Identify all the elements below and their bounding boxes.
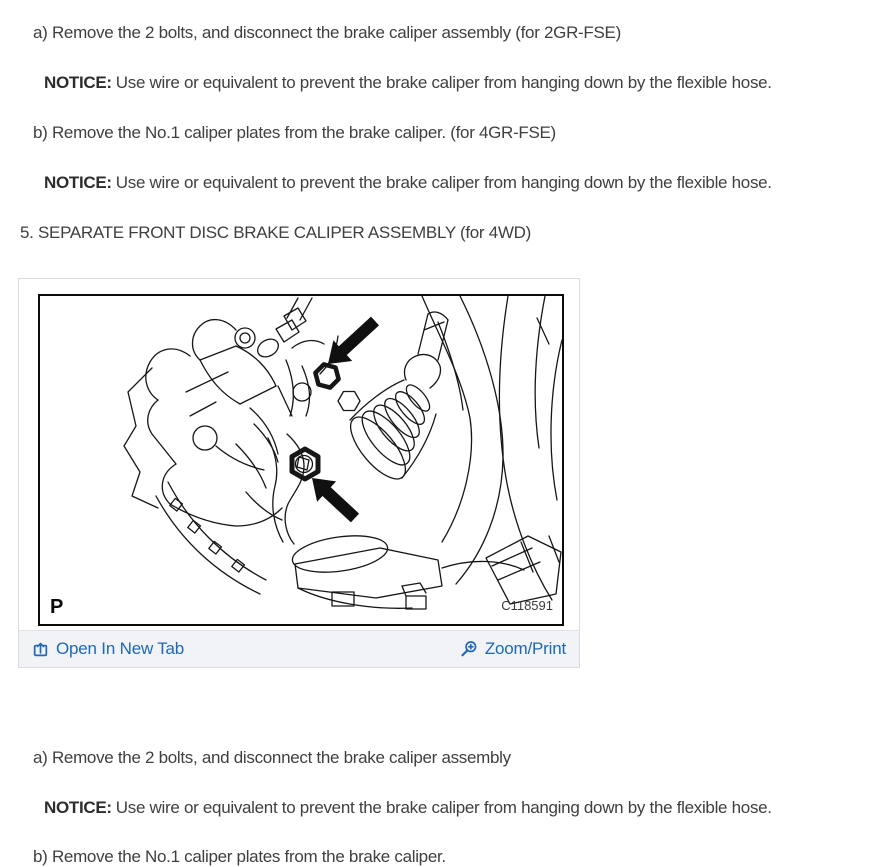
upper-bolt-hex [315,364,338,387]
notice-a-top [44,73,772,93]
figure-corner-label: P [50,596,64,618]
section-heading: 5. SEPARATE FRONT DISC BRAKE CALIPER ASSEMBLY (for 4WD) [20,223,531,242]
knuckle-curves [422,296,503,584]
notice-text: Use wire or equivalent to prevent the brake caliper from hanging down by the flexible hose. [115,73,772,92]
upper-knuckle-arm [286,336,338,416]
step-a-top: a) Remove the 2 bolts, and disconnect the brake caliper assembly (for 2GR-FSE) [33,23,621,42]
notice-bottom [44,798,772,818]
brake-caliper-diagram [40,296,562,624]
figure-code: C118591 [501,598,553,613]
magnifier-plus-icon [460,640,478,658]
open-in-new-tab-icon [32,641,49,658]
lower-arm [290,530,524,609]
diagram-frame [38,294,564,626]
notice-b-top [44,173,772,193]
rotor-edge [156,482,266,594]
lower-bolt-arrow [312,478,359,522]
upper-bolt-arrow [328,317,379,364]
figure-toolbar [19,630,579,667]
figure-widget [18,278,580,668]
zoom-print-link[interactable] [460,639,566,659]
open-in-new-tab-link[interactable] [32,639,184,659]
step-a-bottom: a) Remove the 2 bolts, and disconnect the brake caliper assembly [33,748,511,767]
brake-hose [254,298,312,360]
notice-label: NOTICE: [44,73,112,92]
step-b-top: b) Remove the No.1 caliper plates from the brake caliper. (for 4GR-FSE) [33,123,556,142]
caliper-body [124,320,292,526]
step-b-bottom: b) Remove the No.1 caliper plates from the brake caliper. [33,847,446,866]
notice-text: Use wire or equivalent to prevent the brake caliper from hanging down by the flexible hose. [115,798,772,817]
notice-label: NOTICE: [44,798,112,817]
notice-text: Use wire or equivalent to prevent the brake caliper from hanging down by the flexible hose. [115,173,772,192]
notice-label: NOTICE: [44,173,112,192]
lower-bolt-hex [292,449,318,479]
open-in-new-tab-label: Open In New Tab [56,639,185,658]
zoom-print-label: Zoom/Print [484,639,566,658]
loose-hex [338,392,360,411]
fender-curves [486,296,562,604]
